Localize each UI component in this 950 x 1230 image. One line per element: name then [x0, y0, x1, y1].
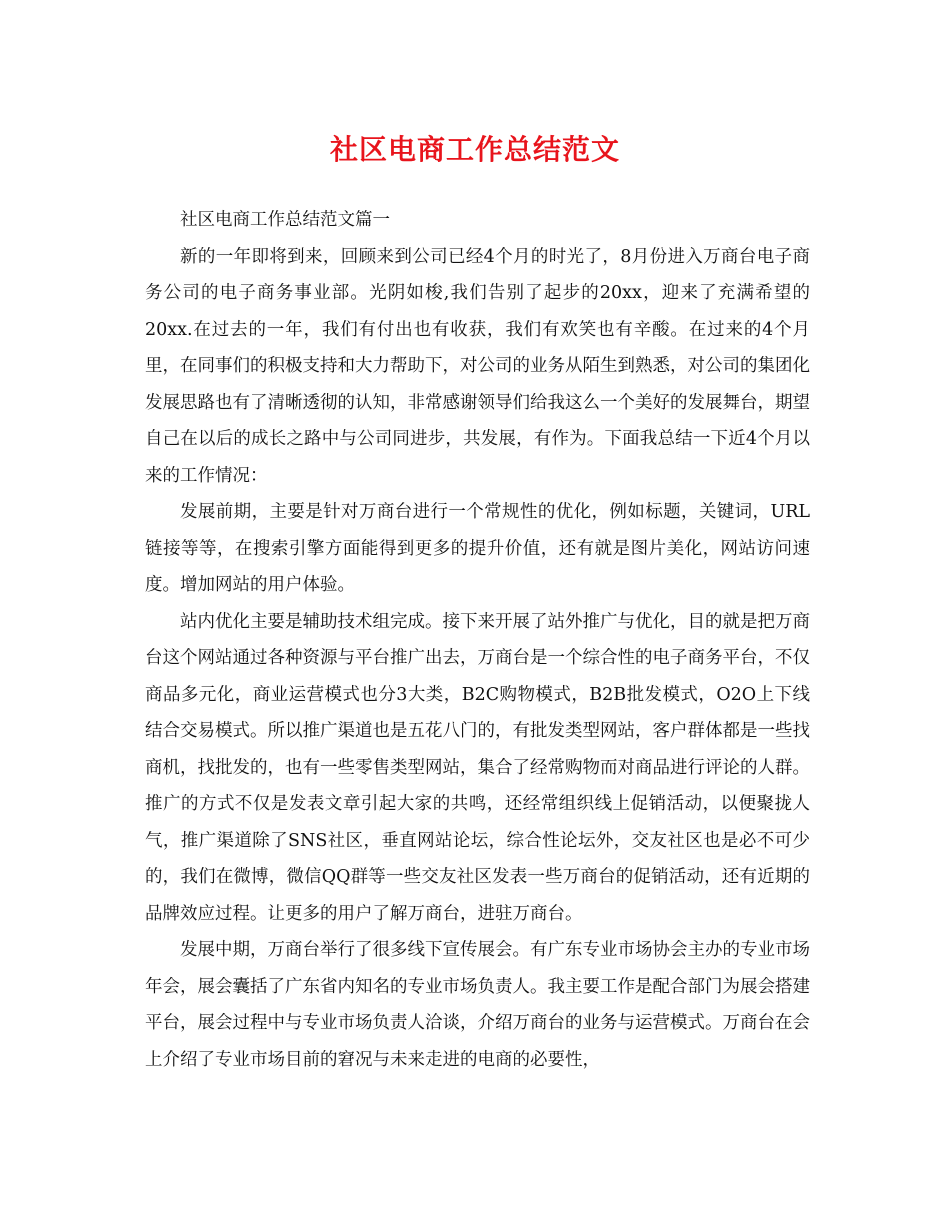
paragraph-mid-stage: 发展中期，万商台举行了很多线下宣传展会。有广东专业市场协会主办的专业市场年会，展会囊括了广东省内知名的专业市场负责人。我主要工作是配合部门为展会搭建平台，展会过程中与专业市场负责人洽谈，介绍万商台的业务与运营模式。万商台在会上介绍了专业市场目前的窘况与未来走进的电商的必要性，	[145, 940, 810, 1070]
paragraph-site-optimization: 站内优化主要是辅助技术组完成。接下来开展了站外推广与优化，目的就是把万商台这个网站通过各种资源与平台推广出去，万商台是一个综合性的电子商务平台，不仅商品多元化，商业运营模式也分3大类，B2C购物模式，B2B批发模式，O2O上下线结合交易模式。所以推广渠道也是五花八门的，有批发类型网站，客户群体都是一些找商机，找批发的，也有一些零售类型网站，集合了经常购物而对商品进行评论的人群。推广的方式不仅是发表文章引起大家的共鸣，还经常组织线上促销活动，以便聚拢人气，推广渠道除了SNS社区，垂直网站论坛，综合性论坛外，交友社区也是必不可少的，我们在微博，微信QQ群等一些交友社区发表一些万商台的促销活动，还有近期的品牌效应过程。让更多的用户了解万商台，进驻万商台。	[145, 611, 810, 924]
paragraph-section-heading: 社区电商工作总结范文篇一	[180, 210, 390, 230]
document-body	[145, 202, 810, 1078]
paragraph-intro: 新的一年即将到来，回顾来到公司已经4个月的时光了，8月份进入万商台电子商务公司的电子商务事业部。光阴如梭,我们告别了起步的20xx，迎来了充满希望的20xx.在过去的一年，我们有付出也有收获，我们有欢笑也有辛酸。在过来的4个月里，在同事们的积极支持和大力帮助下，对公司的业务从陌生到熟悉，对公司的集团化发展思路也有了清晰透彻的认知，非常感谢领导们给我这么一个美好的发展舞台，期望自己在以后的成长之路中与公司同进步，共发展，有作为。下面我总结一下近4个月以来的工作情况：	[145, 246, 810, 486]
document-title: 社区电商工作总结范文	[329, 133, 620, 166]
paragraph-early-stage: 发展前期，主要是针对万商台进行一个常规性的优化，例如标题，关键词，URL链接等等，在搜索引擎方面能得到更多的提升价值，还有就是图片美化，网站访问速度。增加网站的用户体验。	[145, 502, 810, 595]
